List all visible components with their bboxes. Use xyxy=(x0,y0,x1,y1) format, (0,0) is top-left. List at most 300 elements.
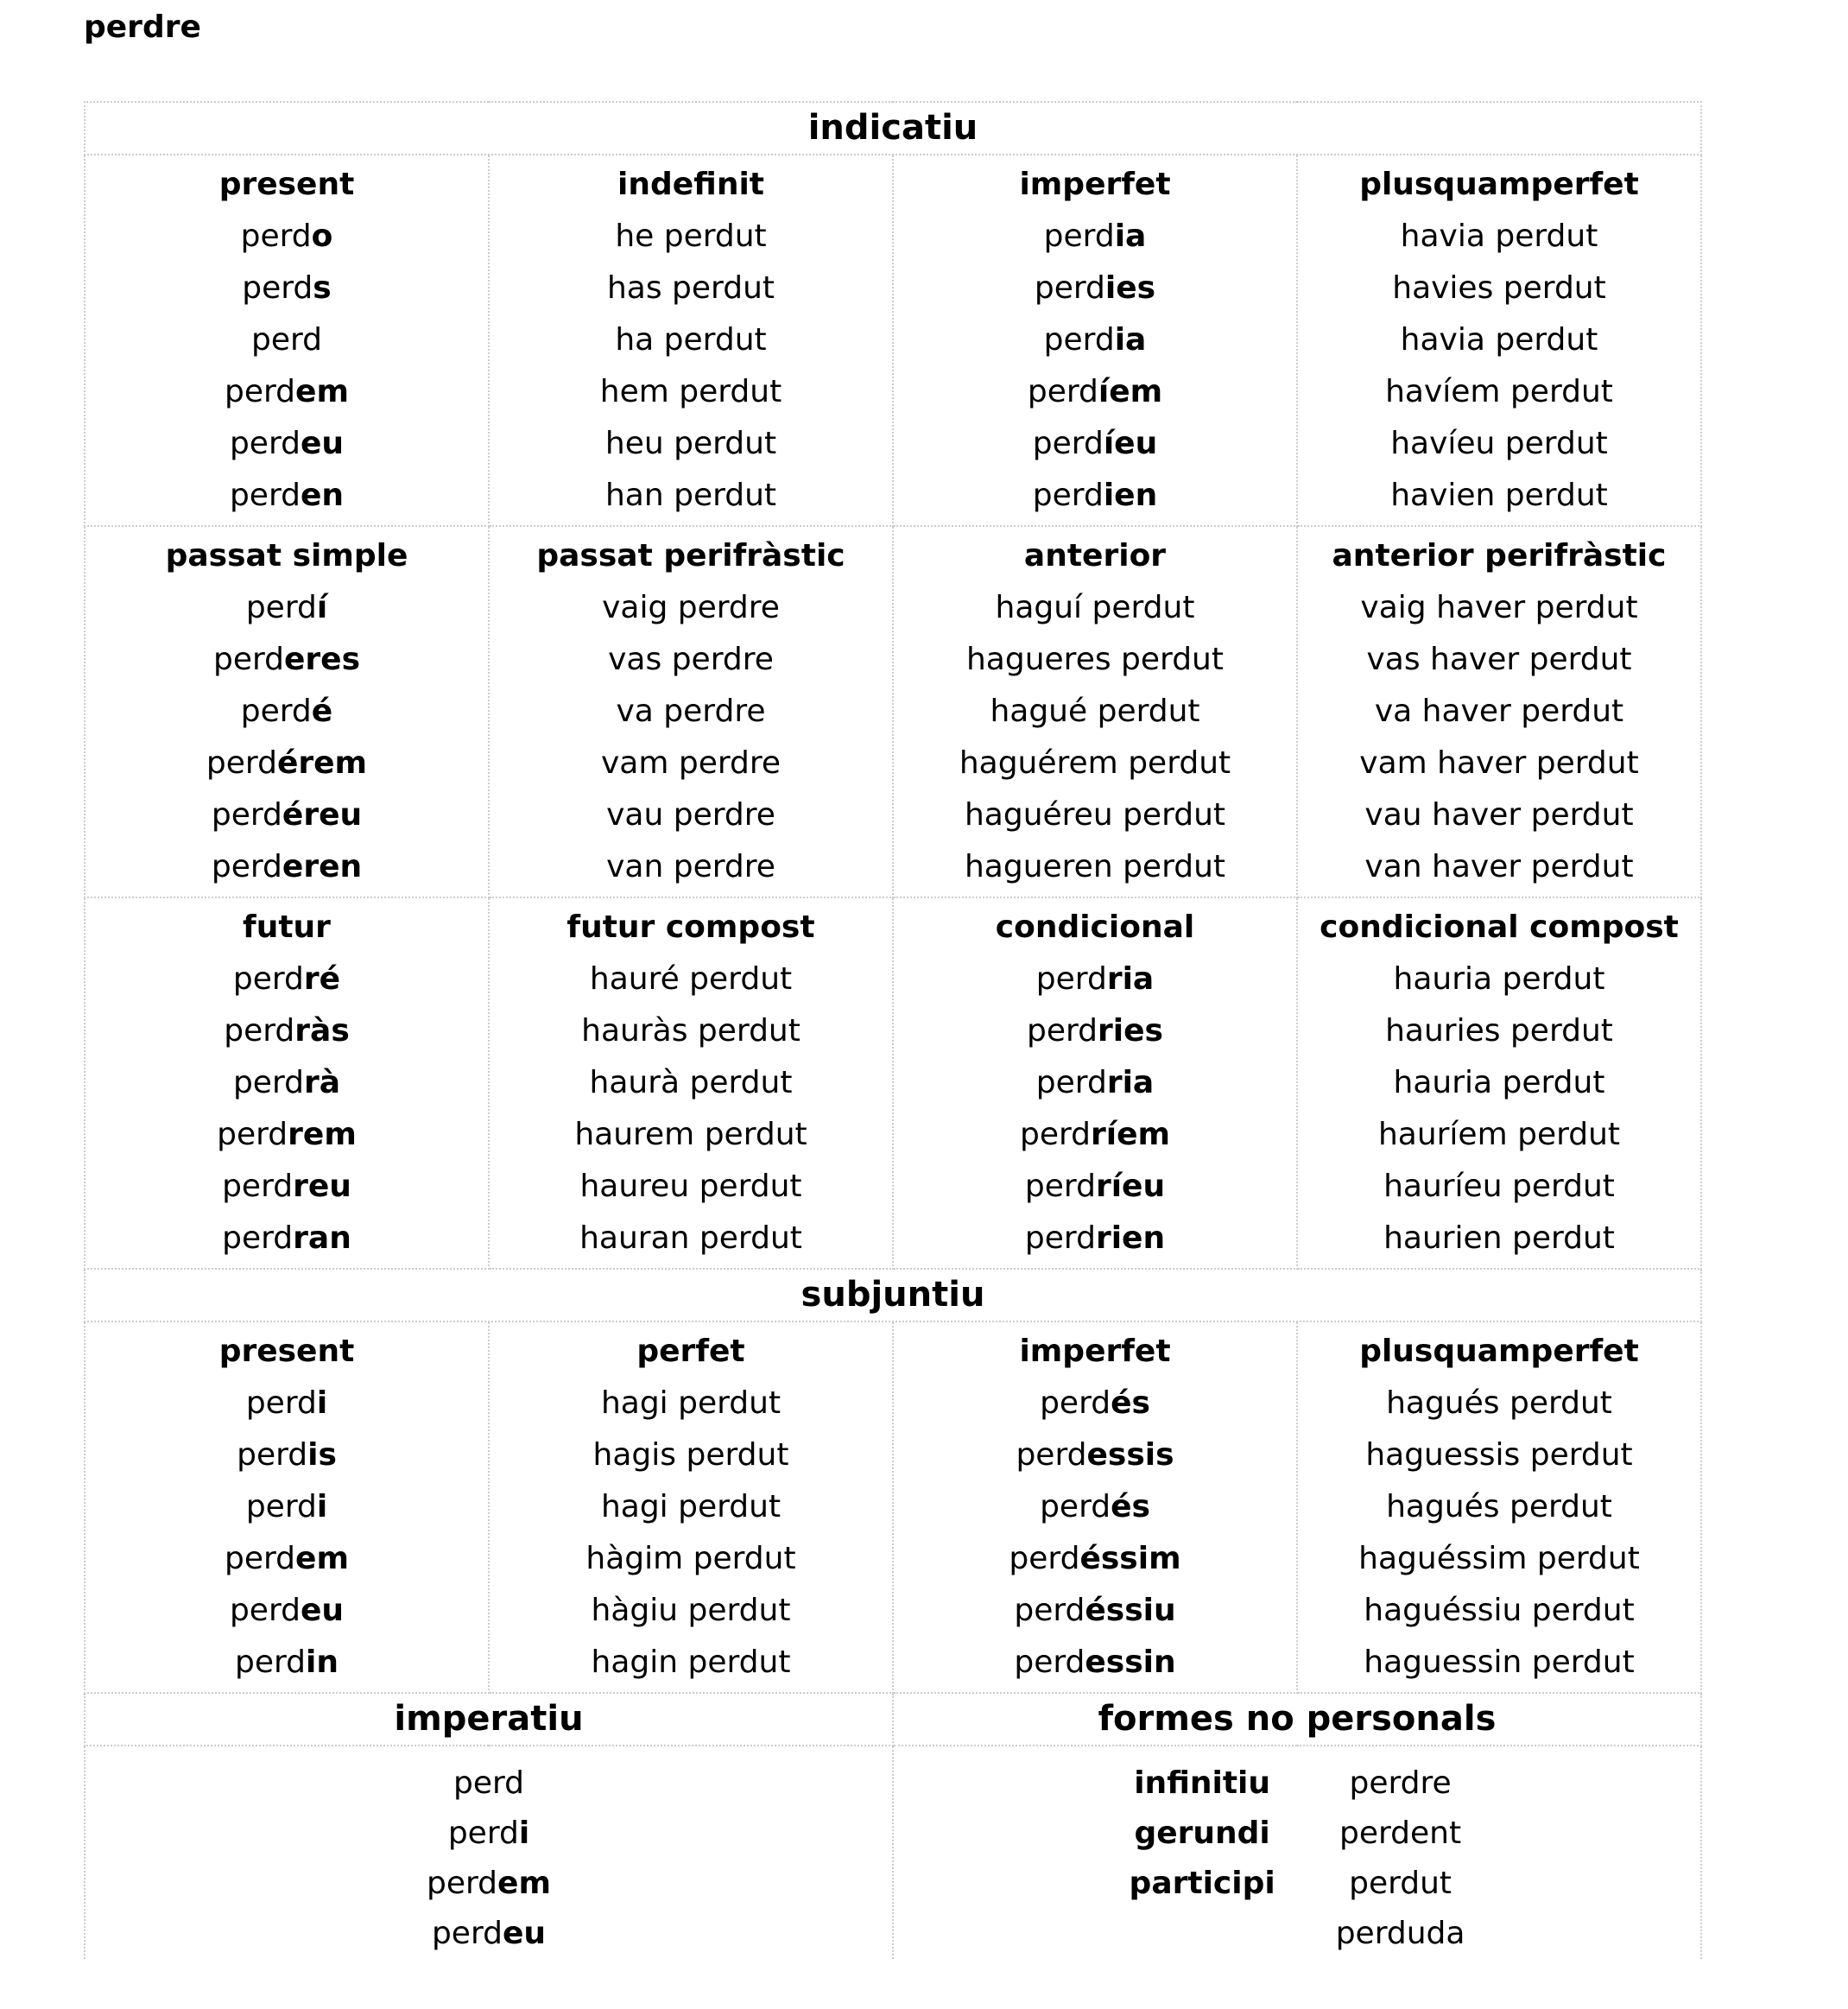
imperative-forms-cell xyxy=(85,1746,893,1959)
verb-form xyxy=(1298,1429,1700,1481)
verb-form-stem: haguéssim perdut xyxy=(1358,1541,1640,1576)
verb-form-stem: hauria perdut xyxy=(1393,961,1605,997)
verb-form xyxy=(85,582,488,634)
verb-form xyxy=(1298,470,1700,522)
verb-form-stem: perd xyxy=(245,1385,317,1421)
verb-form xyxy=(490,1637,892,1689)
verb-form xyxy=(894,1213,1296,1264)
page xyxy=(0,9,1848,2009)
imperative-form xyxy=(85,1909,892,1959)
tense-column-condicional xyxy=(893,897,1297,1269)
verb-form-ending: rà xyxy=(303,1065,341,1100)
verb-form xyxy=(1298,1637,1700,1689)
verb-form-stem: hem perdut xyxy=(599,374,782,409)
verb-form-stem: haguí perdut xyxy=(995,590,1195,625)
imperative-form xyxy=(85,1759,892,1809)
verb-form-ending: reu xyxy=(293,1169,351,1204)
verb-form xyxy=(85,686,488,738)
verb-form xyxy=(85,1161,488,1213)
verb-form-stem: perd xyxy=(240,219,312,254)
verb-form-ending: em xyxy=(295,374,349,409)
verb-form-stem: hagi perdut xyxy=(600,1489,782,1524)
verb-form-ending: íem xyxy=(1098,374,1163,409)
bottom-body-row xyxy=(85,1746,1701,1959)
verb-form-stem: vam perdre xyxy=(600,745,782,781)
verb-form-stem: havíeu perdut xyxy=(1390,426,1608,461)
verb-form-stem: ha perdut xyxy=(615,322,767,358)
nonpersonal-grid xyxy=(894,1759,1700,1959)
verb-form xyxy=(894,263,1296,314)
verb-form-stem: haguéreu perdut xyxy=(964,797,1226,833)
verb-form-stem: hagué perdut xyxy=(990,694,1200,729)
verb-form-ending: ran xyxy=(293,1220,351,1256)
tense-block-row xyxy=(85,155,1701,526)
verb-form xyxy=(894,582,1296,634)
verb-form-ending: érem xyxy=(276,745,368,781)
page-title: perdre xyxy=(84,10,201,45)
verb-form-stem: havia perdut xyxy=(1400,322,1598,358)
verb-form xyxy=(85,841,488,893)
nonpersonal-value: perdut xyxy=(1349,1866,1452,1901)
verb-form-stem: perd xyxy=(224,1013,295,1049)
imperative-form-stem: perd xyxy=(427,1866,498,1901)
verb-form xyxy=(894,789,1296,841)
verb-form-stem: perd xyxy=(235,1645,307,1680)
bottom-band-row xyxy=(85,1693,1701,1746)
tense-block-row xyxy=(85,897,1701,1269)
verb-form xyxy=(894,1481,1296,1533)
verb-form-ending: ríeu xyxy=(1095,1169,1166,1204)
verb-form xyxy=(894,470,1296,522)
verb-form-stem: hagi perdut xyxy=(600,1385,782,1421)
verb-form-stem: perd xyxy=(1040,1489,1111,1524)
verb-form-stem: vas haver perdut xyxy=(1366,642,1632,677)
verb-form-stem: vas perdre xyxy=(608,642,774,677)
verb-form-stem: perd xyxy=(212,642,284,677)
verb-form-stem: hauran perdut xyxy=(579,1220,802,1256)
verb-form xyxy=(490,418,892,470)
verb-form-ending: in xyxy=(306,1645,339,1680)
verb-form xyxy=(490,263,892,314)
verb-form xyxy=(85,211,488,263)
verb-form xyxy=(490,1481,892,1533)
verb-form-stem: hagueres perdut xyxy=(965,642,1224,677)
verb-form xyxy=(1298,686,1700,738)
verb-form-stem: havien perdut xyxy=(1390,478,1608,513)
verb-form xyxy=(490,1213,892,1264)
verb-form xyxy=(1298,211,1700,263)
verb-form xyxy=(85,634,488,686)
verb-form-stem: haurem perdut xyxy=(574,1117,807,1152)
verb-form-stem: va haver perdut xyxy=(1374,694,1624,729)
verb-form-ending: ràs xyxy=(294,1013,350,1049)
verb-form-stem: perd xyxy=(1014,1593,1085,1628)
verb-form xyxy=(85,1057,488,1109)
tense-header: passat perifràstic xyxy=(536,538,845,574)
verb-form-stem: perd xyxy=(1032,426,1104,461)
tense-column-passat-perifràstic xyxy=(489,526,893,897)
nonpersonal-label xyxy=(1130,1909,1275,1959)
tense-column-futur-compost xyxy=(489,897,893,1269)
verb-form-stem: van perdre xyxy=(606,849,775,884)
tense-column-futur xyxy=(85,897,489,1269)
verb-form xyxy=(490,1429,892,1481)
verb-form xyxy=(894,954,1296,1005)
verb-form-ending: i xyxy=(316,1489,328,1524)
verb-form-stem: hauré perdut xyxy=(589,961,793,997)
verb-form-ending: éssiu xyxy=(1085,1593,1176,1628)
verb-form-ending: s xyxy=(313,270,332,306)
verb-form-ending: ria xyxy=(1106,1065,1155,1100)
nonpersonal-value: perduda xyxy=(1335,1916,1465,1951)
verb-form-stem: perd xyxy=(1043,322,1115,358)
verb-form xyxy=(1298,1213,1700,1264)
verb-form xyxy=(490,954,892,1005)
verb-form-ending: és xyxy=(1111,1385,1150,1421)
verb-form-stem: hagis perdut xyxy=(592,1437,789,1473)
verb-form-stem: perd xyxy=(250,322,323,358)
verb-form-stem: haureu perdut xyxy=(579,1169,802,1204)
tense-header: anterior perifràstic xyxy=(1332,538,1667,574)
section-band-formes-no-personals: formes no personals xyxy=(893,1693,1701,1746)
verb-form-stem: hauria perdut xyxy=(1393,1065,1605,1100)
verb-form-stem: perd xyxy=(1009,1541,1080,1576)
verb-form-stem: va perdre xyxy=(616,694,766,729)
verb-form-stem: perd xyxy=(1032,478,1104,513)
verb-form-stem: perd xyxy=(232,1065,304,1100)
tense-block-row xyxy=(85,526,1701,897)
tense-column-passat-simple xyxy=(85,526,489,897)
tense-header: futur compost xyxy=(566,909,815,945)
verb-form-stem: hàgiu perdut xyxy=(591,1593,791,1628)
verb-form-stem: havia perdut xyxy=(1400,219,1598,254)
tense-header: present xyxy=(218,167,355,202)
imperative-form-stem: perd xyxy=(431,1916,503,1951)
tense-header: indefinit xyxy=(617,167,764,202)
verb-form xyxy=(1298,954,1700,1005)
verb-form xyxy=(490,1161,892,1213)
verb-form xyxy=(85,470,488,522)
verb-form-stem: hagueren perdut xyxy=(964,849,1226,884)
tense-header: passat simple xyxy=(165,538,408,574)
verb-form-stem: perd xyxy=(222,1220,294,1256)
tense-header: present xyxy=(218,1334,355,1369)
tense-header: anterior xyxy=(1023,538,1167,574)
verb-form xyxy=(85,1585,488,1637)
section-band-imperatiu: imperatiu xyxy=(85,1693,893,1746)
nonpersonal-forms-cell xyxy=(893,1746,1701,1959)
conjugation-table xyxy=(84,101,1702,1959)
verb-form xyxy=(894,738,1296,789)
verb-form xyxy=(894,1057,1296,1109)
verb-form-stem: perd xyxy=(237,1437,308,1473)
verb-form-stem: perd xyxy=(229,478,301,513)
verb-form xyxy=(490,582,892,634)
verb-form-stem: haguessis perdut xyxy=(1365,1437,1633,1473)
tense-header: plusquamperfet xyxy=(1359,167,1639,202)
verb-form-stem: perd xyxy=(1035,961,1107,997)
verb-form-stem: vaig perdre xyxy=(602,590,780,625)
verb-form-ending: ia xyxy=(1114,219,1147,254)
verb-form xyxy=(490,366,892,418)
verb-form-stem: perd xyxy=(217,1117,288,1152)
tense-column-imperfet xyxy=(893,1321,1297,1693)
verb-form-stem: has perdut xyxy=(606,270,775,306)
verb-form-stem: haurien perdut xyxy=(1383,1220,1615,1256)
imperative-form-stem: perd xyxy=(453,1765,525,1801)
verb-form-stem: perd xyxy=(242,270,313,306)
verb-form-stem: perd xyxy=(1043,219,1115,254)
verb-form xyxy=(85,1109,488,1161)
tense-column-imperfet xyxy=(893,155,1297,526)
tense-column-plusquamperfet xyxy=(1297,1321,1701,1693)
verb-form-ending: ré xyxy=(303,961,341,997)
verb-form-stem: perd xyxy=(225,374,296,409)
verb-form xyxy=(894,211,1296,263)
verb-form xyxy=(894,1585,1296,1637)
tense-column-anterior xyxy=(893,526,1297,897)
verb-form-stem: perd xyxy=(1014,1645,1085,1680)
verb-form-stem: he perdut xyxy=(615,219,767,254)
imperative-form xyxy=(85,1859,892,1909)
verb-form xyxy=(894,686,1296,738)
verb-form-stem: perd xyxy=(1024,1220,1096,1256)
section-band-subjuntiu: subjuntiu xyxy=(85,1269,1701,1321)
verb-form xyxy=(85,418,488,470)
verb-form xyxy=(85,1213,488,1264)
verb-form-stem: perd xyxy=(232,961,304,997)
verb-form-stem: perd xyxy=(1024,1169,1096,1204)
verb-form-stem: vau haver perdut xyxy=(1364,797,1634,833)
imperative-form-stem: perd xyxy=(447,1816,519,1851)
verb-form-ending: ien xyxy=(1103,478,1158,513)
tense-header: futur xyxy=(243,909,331,945)
verb-form-stem: hauries perdut xyxy=(1385,1013,1613,1049)
verb-form xyxy=(894,1378,1296,1429)
verb-form-ending: í xyxy=(316,590,328,625)
section-band-indicatiu: indicatiu xyxy=(85,102,1701,155)
verb-form xyxy=(894,1429,1296,1481)
verb-form-stem: perd xyxy=(222,1169,294,1204)
verb-form xyxy=(894,841,1296,893)
verb-form-ending: ríem xyxy=(1091,1117,1171,1152)
imperative-form-ending: em xyxy=(497,1866,551,1901)
verb-form-stem: perd xyxy=(245,1489,317,1524)
verb-form xyxy=(85,1378,488,1429)
verb-form xyxy=(894,1109,1296,1161)
verb-form xyxy=(1298,841,1700,893)
verb-form-stem: hagués perdut xyxy=(1386,1385,1612,1421)
verb-form xyxy=(1298,263,1700,314)
verb-form-ending: eren xyxy=(282,849,363,884)
verb-form-ending: és xyxy=(1111,1489,1150,1524)
verb-form xyxy=(894,366,1296,418)
verb-form-stem: han perdut xyxy=(604,478,777,513)
tense-header: condicional xyxy=(995,909,1195,945)
verb-form-ending: éreu xyxy=(282,797,363,833)
verb-form xyxy=(490,314,892,366)
verb-form-ending: eres xyxy=(284,642,361,677)
verb-form-ending: o xyxy=(311,219,333,254)
verb-form xyxy=(894,1637,1296,1689)
verb-form-ending: ries xyxy=(1098,1013,1163,1049)
verb-form xyxy=(1298,314,1700,366)
tense-column-condicional-compost xyxy=(1297,897,1701,1269)
section-band-row xyxy=(85,1269,1701,1321)
verb-form-stem: perd xyxy=(1027,1013,1098,1049)
verb-form xyxy=(490,1533,892,1585)
verb-form-stem: hagin perdut xyxy=(591,1645,791,1680)
verb-form xyxy=(490,634,892,686)
verb-form-stem: hauràs perdut xyxy=(581,1013,801,1049)
imperative-form-ending: eu xyxy=(502,1916,547,1951)
nonpersonal-label: infinitiu xyxy=(1134,1765,1271,1801)
verb-form xyxy=(894,418,1296,470)
section-band-row xyxy=(85,102,1701,155)
verb-form xyxy=(85,789,488,841)
verb-form-stem: haguessin perdut xyxy=(1364,1645,1635,1680)
verb-form-stem: perd xyxy=(1034,270,1105,306)
verb-form xyxy=(85,366,488,418)
verb-form-stem: perd xyxy=(211,849,282,884)
verb-form-stem: hauríem perdut xyxy=(1377,1117,1621,1152)
verb-form xyxy=(1298,418,1700,470)
verb-form xyxy=(490,738,892,789)
verb-form xyxy=(1298,1057,1700,1109)
verb-form xyxy=(490,841,892,893)
tense-block-row xyxy=(85,1321,1701,1693)
verb-form xyxy=(490,470,892,522)
verb-form xyxy=(490,686,892,738)
nonpersonal-label: participi xyxy=(1129,1866,1275,1901)
verb-form xyxy=(85,1005,488,1057)
verb-form-stem: hàgim perdut xyxy=(585,1541,796,1576)
verb-form xyxy=(1298,1109,1700,1161)
verb-form xyxy=(1298,738,1700,789)
verb-form-ending: éssim xyxy=(1079,1541,1181,1576)
verb-form xyxy=(1298,1533,1700,1585)
verb-form xyxy=(85,263,488,314)
verb-form-ending: eu xyxy=(300,1593,345,1628)
nonpersonal-label: gerundi xyxy=(1134,1816,1270,1851)
verb-form-stem: havíem perdut xyxy=(1385,374,1613,409)
tense-column-anterior-perifràstic xyxy=(1297,526,1701,897)
tense-column-present xyxy=(85,1321,489,1693)
verb-form-stem: haguérem perdut xyxy=(959,745,1231,781)
verb-form-ending: ria xyxy=(1106,961,1155,997)
verb-form-stem: haurà perdut xyxy=(589,1065,793,1100)
verb-form-ending: em xyxy=(295,1541,349,1576)
verb-form-ending: essis xyxy=(1086,1437,1174,1473)
verb-form-stem: vau perdre xyxy=(606,797,775,833)
imperative-form-ending: i xyxy=(518,1816,530,1851)
verb-form-stem: perd xyxy=(211,797,282,833)
verb-form-ending: en xyxy=(300,478,345,513)
verb-form xyxy=(894,634,1296,686)
verb-form-stem: perd xyxy=(1027,374,1098,409)
nonpersonal-value: perdre xyxy=(1349,1765,1452,1801)
verb-form xyxy=(85,738,488,789)
verb-form-ending: rien xyxy=(1095,1220,1166,1256)
verb-form-ending: ia xyxy=(1114,322,1147,358)
verb-form-ending: eu xyxy=(300,426,345,461)
tense-header: imperfet xyxy=(1019,1334,1171,1369)
verb-form xyxy=(85,954,488,1005)
verb-form xyxy=(490,1109,892,1161)
verb-form-ending: i xyxy=(316,1385,328,1421)
verb-form xyxy=(894,1533,1296,1585)
verb-form-ending: ies xyxy=(1104,270,1156,306)
verb-form xyxy=(1298,1005,1700,1057)
verb-form xyxy=(1298,789,1700,841)
verb-form-ending: rem xyxy=(288,1117,357,1152)
verb-form-stem: perd xyxy=(245,590,317,625)
verb-form-stem: perd xyxy=(225,1541,296,1576)
verb-form xyxy=(1298,1481,1700,1533)
verb-form-ending: íeu xyxy=(1103,426,1158,461)
verb-form-stem: vaig haver perdut xyxy=(1360,590,1638,625)
verb-form-stem: hagués perdut xyxy=(1386,1489,1612,1524)
verb-form-stem: heu perdut xyxy=(604,426,777,461)
tense-header: imperfet xyxy=(1019,167,1171,202)
verb-form xyxy=(1298,1585,1700,1637)
verb-form xyxy=(894,314,1296,366)
verb-form-stem: perd xyxy=(1040,1385,1111,1421)
verb-form-stem: hauríeu perdut xyxy=(1383,1169,1615,1204)
verb-form-stem: perd xyxy=(229,426,301,461)
verb-form xyxy=(490,1378,892,1429)
tense-header: condicional compost xyxy=(1320,909,1679,945)
verb-form-stem: perd xyxy=(229,1593,301,1628)
verb-form xyxy=(85,1429,488,1481)
verb-form xyxy=(1298,1161,1700,1213)
verb-form-stem: perd xyxy=(240,694,312,729)
verb-form-stem: havies perdut xyxy=(1392,270,1606,306)
tense-column-indefinit xyxy=(489,155,893,526)
verb-form xyxy=(85,1481,488,1533)
verb-form xyxy=(490,789,892,841)
verb-form xyxy=(1298,1378,1700,1429)
verb-form xyxy=(85,314,488,366)
verb-form xyxy=(490,211,892,263)
verb-form-ending: é xyxy=(311,694,333,729)
verb-form xyxy=(1298,634,1700,686)
verb-form-stem: haguéssiu perdut xyxy=(1364,1593,1635,1628)
imperative-form xyxy=(85,1809,892,1859)
verb-form xyxy=(894,1161,1296,1213)
verb-form-ending: essin xyxy=(1085,1645,1176,1680)
tense-column-present xyxy=(85,155,489,526)
conjugation-table-body xyxy=(85,102,1701,1959)
verb-form-stem: vam haver perdut xyxy=(1359,745,1639,781)
verb-form-stem: perd xyxy=(1016,1437,1087,1473)
verb-form-stem: van haver perdut xyxy=(1364,849,1634,884)
verb-form xyxy=(490,1585,892,1637)
tense-header: plusquamperfet xyxy=(1359,1334,1639,1369)
verb-form-stem: perd xyxy=(1035,1065,1107,1100)
tense-header: perfet xyxy=(636,1334,745,1369)
verb-form xyxy=(490,1005,892,1057)
verb-form xyxy=(1298,366,1700,418)
tense-column-perfet xyxy=(489,1321,893,1693)
tense-column-plusquamperfet xyxy=(1297,155,1701,526)
verb-form xyxy=(490,1057,892,1109)
verb-form xyxy=(85,1533,488,1585)
verb-form-ending: is xyxy=(307,1437,337,1473)
verb-form-stem: perd xyxy=(1019,1117,1091,1152)
verb-form xyxy=(1298,582,1700,634)
verb-form xyxy=(85,1637,488,1689)
